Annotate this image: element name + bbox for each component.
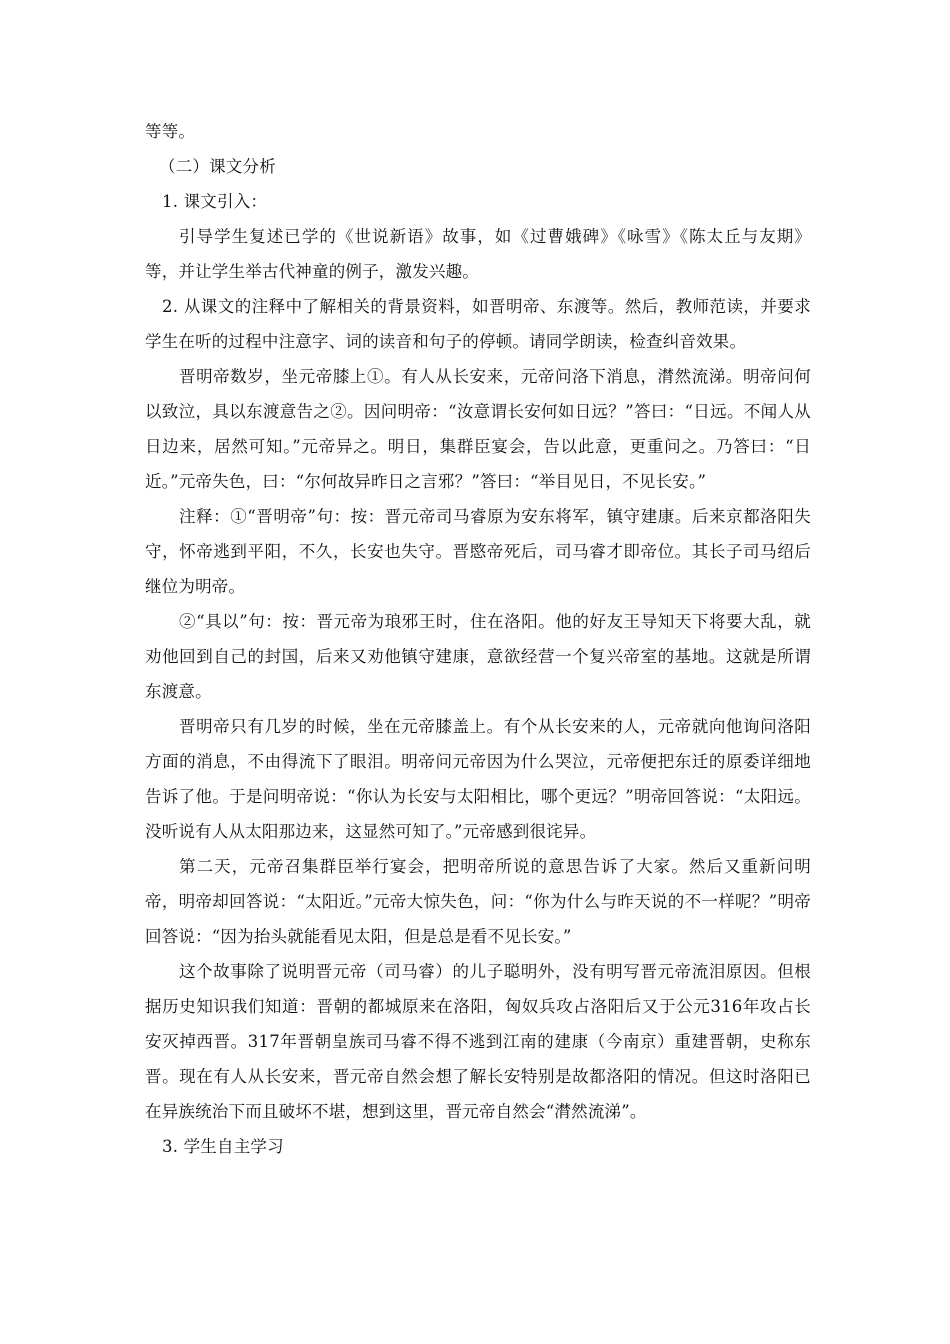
- paragraph-translation-1: 晋明帝只有几岁的时候，坐在元帝膝盖上。有个从长安来的人，元帝就向他询问洛阳方面的消息，不由得流下了眼泪。明帝问元帝因为什么哭泣，元帝便把东迁的原委详细地告诉了他。于是问明帝说：“你认为长安与太阳相比，哪个更远？”明帝回答说：“太阳远。没听说有人从太阳那边来，这显然可知了。”元帝感到很诧异。: [145, 717, 811, 841]
- paragraph-historical-context: 这个故事除了说明晋元帝（司马睿）的儿子聪明外，没有明写晋元帝流泪原因。但根据历史知识我们知道：晋朝的都城原来在洛阳，匈奴兵攻占洛阳后又于公元316年攻占长安灭掉西晋。317年晋朝皇族司马睿不得不逃到江南的建康（今南京）重建晋朝，史称东晋。现在有人从长安来，晋元帝自然会想了解长安特别是故都洛阳的情况。但这时洛阳已在异族统治下而且破坏不堪，想到这里，晋元帝自然会“潸然流涕”。: [145, 962, 811, 1121]
- section-heading-lesson-analysis: （二）课文分析: [159, 157, 276, 176]
- paragraph-annotation-2: ②“具以”句：按：晋元帝为琅邪王时，住在洛阳。他的好友王导知天下将要大乱，就劝他回到自己的封国，后来又劝他镇守建康，意欲经营一个复兴帝室的基地。这就是所谓东渡意。: [145, 612, 811, 701]
- paragraph-translation-2: 第二天，元帝召集群臣举行宴会，把明帝所说的意思告诉了大家。然后又重新问明帝，明帝却回答说：“太阳近。”元帝大惊失色，问：“你为什么与昨天说的不一样呢？”明帝回答说：“因为抬头就能看见太阳，但是总是看不见长安。”: [145, 857, 811, 946]
- paragraph-step-background: 2. 从课文的注释中了解相关的背景资料，如晋明帝、东渡等。然后，教师范读，并要求学生在听的过程中注意字、词的读音和句子的停顿。请同学朗读，检查纠音效果。: [145, 297, 811, 351]
- step-heading-self-study: 3. 学生自主学习: [162, 1137, 284, 1156]
- paragraph-annotation-1: 注释：①“晋明帝”句：按：晋元帝司马睿原为安东将军，镇守建康。后来京都洛阳失守，怀帝逃到平阳，不久，长安也失守。晋愍帝死后，司马睿才即帝位。其长子司马绍后继位为明帝。: [145, 507, 811, 596]
- document-body: [145, 114, 811, 1164]
- paragraph-classical-text: 晋明帝数岁，坐元帝膝上①。有人从长安来，元帝问洛下消息，潸然流涕。明帝问何以致泣，具以东渡意告之②。因问明帝：“汝意谓长安何如日远？”答曰：“日远。不闻人从日边来，居然可知。”元帝异之。明日，集群臣宴会，告以此意，更重问之。乃答曰：“日近。”元帝失色，曰：“尔何故异昨日之言邪？”答曰：“举目见日，不见长安。”: [145, 367, 811, 491]
- step-heading-introduction: 1. 课文引入：: [162, 192, 268, 211]
- paragraph-continuation: 等等。: [145, 122, 196, 141]
- paragraph-introduction-guide: 引导学生复述已学的《世说新语》故事，如《过曹娥碑》《咏雪》《陈太丘与友期》等，并让学生举古代神童的例子，激发兴趣。: [145, 227, 811, 281]
